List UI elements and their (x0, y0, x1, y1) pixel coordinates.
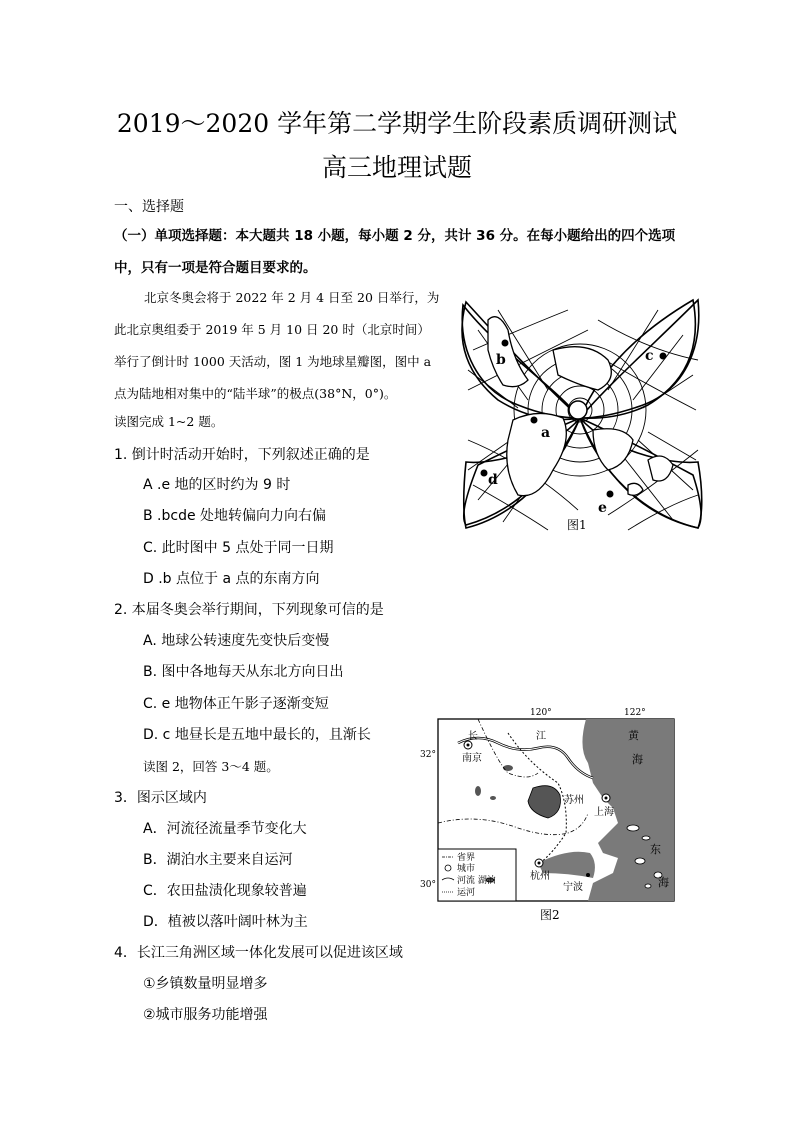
legend-river-lake: 河流 湖泊 (457, 876, 496, 886)
q3-option-a: A．河流径流量季节变化大 (143, 821, 307, 837)
figure2-map (418, 703, 680, 923)
q3-option-d: D．植被以落叶阔叶林为主 (143, 914, 308, 930)
point-a (531, 417, 538, 424)
q2-option-a: A. 地球公转速度先变快后变慢 (143, 633, 330, 649)
q3-stem: 3．图示区域内 (114, 790, 207, 806)
label-huang: 黄 (628, 729, 639, 742)
q1-option-c: C. 此时图中 5 点处于同一日期 (143, 540, 334, 556)
page-title: 2019～2020 学年第二学期学生阶段素质调研测试 (116, 109, 678, 138)
label-d: d (488, 472, 498, 488)
lon-122: 122° (624, 708, 646, 718)
passage1-line: 北京冬奥会将于 2022 年 2 月 4 日至 20 日举行，为 (144, 290, 440, 305)
figure1-star-map (458, 290, 708, 540)
figure2-caption: 图2 (540, 908, 560, 922)
q4-option-2: ②城市服务功能增强 (143, 1007, 268, 1023)
q3-option-c: C．农田盐渍化现象较普遍 (143, 883, 307, 899)
point-b (502, 340, 509, 347)
q4-option-1: ①乡镇数量明显增多 (143, 976, 268, 992)
q2-stem: 2. 本届冬奥会举行期间，下列现象可信的是 (114, 602, 384, 618)
q3-option-b: B．湖泊水主要来自运河 (143, 852, 293, 868)
label-hai2: 海 (658, 876, 669, 889)
passage1-line: 读图完成 1~2 题。 (114, 414, 224, 429)
section-instructions-line2: 中，只有一项是符合题目要求的。 (114, 260, 317, 276)
q1-option-a: A .e 地的区时约为 9 时 (143, 477, 291, 493)
label-nanjing: 南京 (462, 753, 482, 764)
q1-option-b: B .bcde 处地转偏向力向右偏 (143, 508, 327, 524)
label-dong: 东 (650, 843, 661, 856)
passage1-line: 此北京奥组委于 2019 年 5 月 10 日 20 时（北京时间） (114, 322, 430, 337)
passage1-line: 举行了倒计时 1000 天活动，图 1 为地球星瓣图，图中 a (114, 354, 432, 369)
label-jiang: 江 (536, 731, 546, 742)
q4-stem: 4．长江三角洲区域一体化发展可以促进该区域 (114, 945, 403, 961)
lon-120: 120° (530, 708, 552, 718)
q2-option-c: C. e 地物体正午影子逐渐变短 (143, 696, 329, 712)
point-e (607, 491, 614, 498)
legend-city: 城市 (457, 864, 476, 874)
label-e: e (598, 500, 607, 516)
q2-option-b: B. 图中各地每天从东北方向日出 (143, 664, 344, 680)
lat-30: 30° (420, 880, 436, 890)
q1-stem: 1. 倒计时活动开始时，下列叙述正确的是 (114, 447, 370, 463)
label-hangzhou: 杭州 (530, 871, 550, 882)
legend-boundary: 省界 (457, 853, 476, 863)
label-chang: 长 (468, 731, 478, 742)
label-hai1: 海 (632, 753, 643, 766)
passage2: 读图 2，回答 3～4 题。 (143, 759, 279, 774)
passage1-line: 点为陆地相对集中的“陆半球”的极点(38°N，0°)。 (114, 386, 397, 401)
point-c (660, 353, 667, 360)
label-suzhou: 苏州 (564, 795, 584, 806)
q2-option-d: D. c 地昼长是五地中最长的，且渐长 (143, 727, 371, 743)
label-ningbo: 宁波 (563, 882, 583, 893)
section-instructions-line1: （一）单项选择题：本大题共 18 小题，每小题 2 分，共计 36 分。在每小题给出的四个选项 (114, 228, 676, 244)
label-b: b (496, 352, 506, 368)
section-heading: 一、选择题 (114, 199, 184, 215)
page-subtitle: 高三地理试题 (321, 153, 472, 182)
label-a: a (541, 425, 551, 441)
label-c: c (645, 348, 654, 364)
lat-32: 32° (420, 750, 436, 760)
legend-canal: 运河 (457, 888, 476, 898)
point-d (481, 470, 488, 477)
label-shanghai: 上海 (594, 807, 614, 818)
q1-option-d: D .b 点位于 a 点的东南方向 (143, 571, 320, 587)
figure1-caption: 图1 (567, 518, 587, 532)
